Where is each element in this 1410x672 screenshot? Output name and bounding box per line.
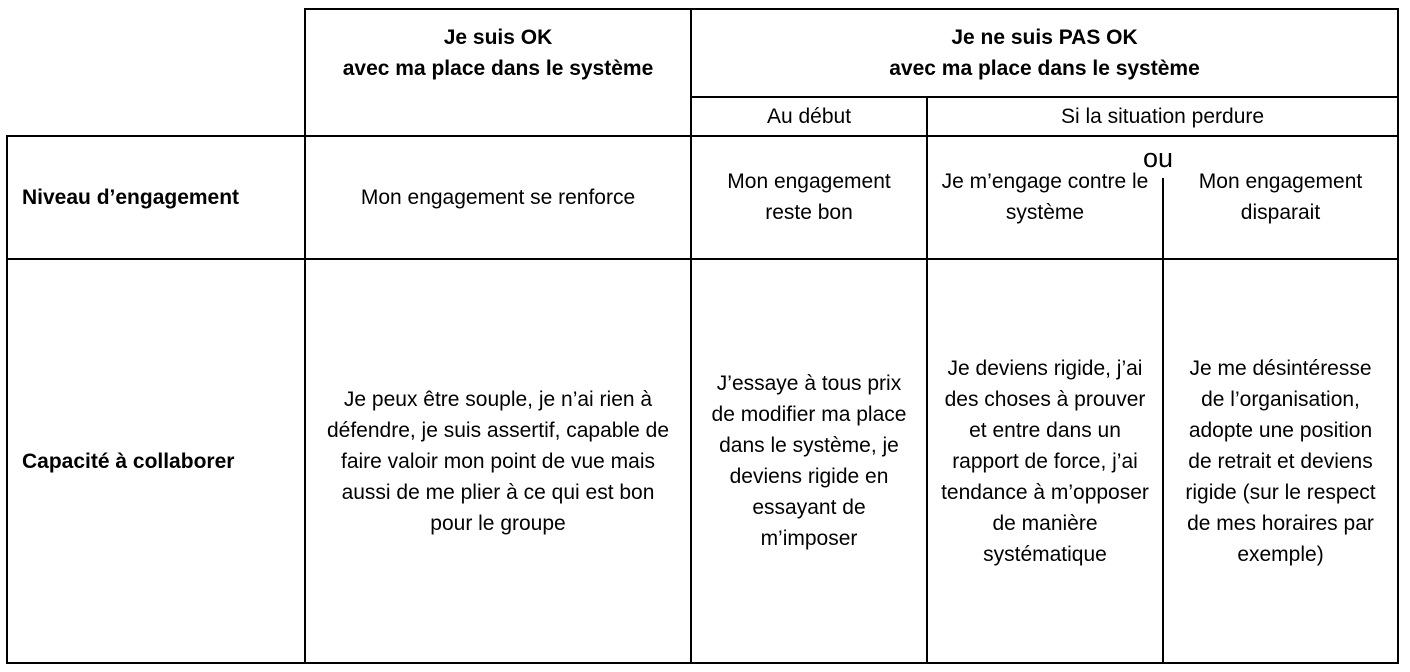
header-au-debut: Au début xyxy=(766,105,852,128)
header-ok-line1: Je suis OK xyxy=(443,26,553,49)
header-ok-line2: avec ma place dans le système xyxy=(342,57,654,80)
row-label-engagement: Niveau d’engagement xyxy=(22,186,240,209)
header-not-ok-line1: Je ne suis PAS OK xyxy=(951,26,1138,49)
collaborer-contre: Je deviens rigide, j’ai des choses à prouver et entre dans un rapport de force, j’ai tendance à m’opposer de manière systématique xyxy=(941,356,1149,566)
header-not-ok xyxy=(692,10,1397,96)
ou-label: ou xyxy=(1137,145,1179,172)
header-si-perdure: Si la situation perdure xyxy=(1060,105,1265,128)
engagement-ok: Mon engagement se renforce xyxy=(360,186,636,209)
bottom-border xyxy=(6,662,1399,664)
collaborer-disparait: Je me désintéresse de l’organisation, adopte une position de retrait et deviens rigide (sur le respect de mes horaires par exemple) xyxy=(1185,356,1376,566)
engagement-disparait: Mon engagement disparait xyxy=(1198,170,1363,224)
header-not-ok-line2: avec ma place dans le système xyxy=(889,57,1200,80)
right-border xyxy=(1397,8,1399,664)
header-ok xyxy=(306,10,690,96)
engagement-debut: Mon engagement reste bon xyxy=(727,170,891,224)
row-label-collaborer: Capacité à collaborer xyxy=(22,449,235,473)
collaborer-debut: J’essaye à tous prix de modifier ma place dans le système, je deviens rigide en essayant de m’imposer xyxy=(711,372,907,550)
collaborer-ok: Je peux être souple, je n’ai rien à défendre, je suis assertif, capable de faire valoir mon point de vue mais aussi de me plier à ce qui est bon pour le groupe xyxy=(326,387,670,535)
engagement-contre: Je m’engage contre le système xyxy=(941,170,1149,224)
